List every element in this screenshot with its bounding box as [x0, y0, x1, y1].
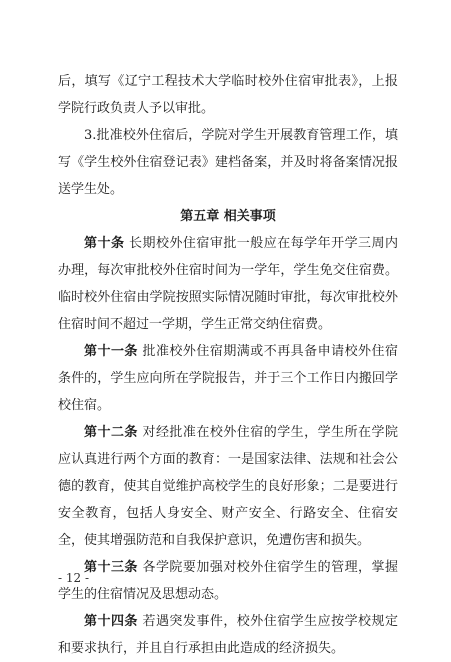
article-12 — [58, 419, 398, 554]
page-number: - 12 - — [58, 571, 90, 585]
article-13 — [58, 554, 398, 608]
article-10-label: 第十条 — [84, 236, 125, 251]
article-10-text: 长期校外住宿审批一般应在每学年开学三周内办理，每次审批校外住宿时间为一学年，学生免交住宿费。临时校外住宿由学院按照实际情况随时审批，每次审批校外住宿时间不超过一学期，学生正常交纳住宿费。 — [58, 236, 398, 332]
article-10 — [58, 230, 398, 338]
article-11 — [58, 338, 398, 419]
article-14-text: 若遇突发事件，校外住宿学生应按学校规定和要求执行，并且自行承担由此造成的经济损失。 — [58, 614, 398, 656]
article-14 — [58, 608, 398, 662]
page-content — [58, 68, 398, 662]
chapter-heading: 第五章 相关事项 — [180, 209, 276, 224]
paragraph-filing-procedure: 3.批准校外住宿后，学院对学生开展教育管理工作，填写《学生校外住宿登记表》建档备案，并及时将备案情况报送学生处。 — [58, 128, 398, 197]
article-13-label: 第十三条 — [84, 560, 138, 575]
paragraph-continuation: 后，填写《辽宁工程技术大学临时校外住宿审批表》，上报学院行政负责人予以审批。 — [58, 74, 398, 116]
article-12-text: 对经批准在校外住宿的学生，学生所在学院应认真进行两个方面的教育：一是国家法律、法规和社会公德的教育，使其自觉维护高校学生的良好形象；二是要进行安全教育，包括人身安全、财产安全、行路安全、住宿安全，使其增强防范和自我保护意识，免遭伤害和损失。 — [58, 425, 398, 548]
article-11-text: 批准校外住宿期满或不再具备申请校外住宿条件的，学生应向所在学院报告，并于三个工作日内搬回学校住宿。 — [58, 344, 398, 413]
article-14-label: 第十四条 — [84, 614, 138, 629]
article-11-label: 第十一条 — [84, 344, 138, 359]
article-12-label: 第十二条 — [84, 425, 138, 440]
article-13-text: 各学院要加强对校外住宿学生的管理，掌握学生的住宿情况及思想动态。 — [58, 560, 398, 602]
